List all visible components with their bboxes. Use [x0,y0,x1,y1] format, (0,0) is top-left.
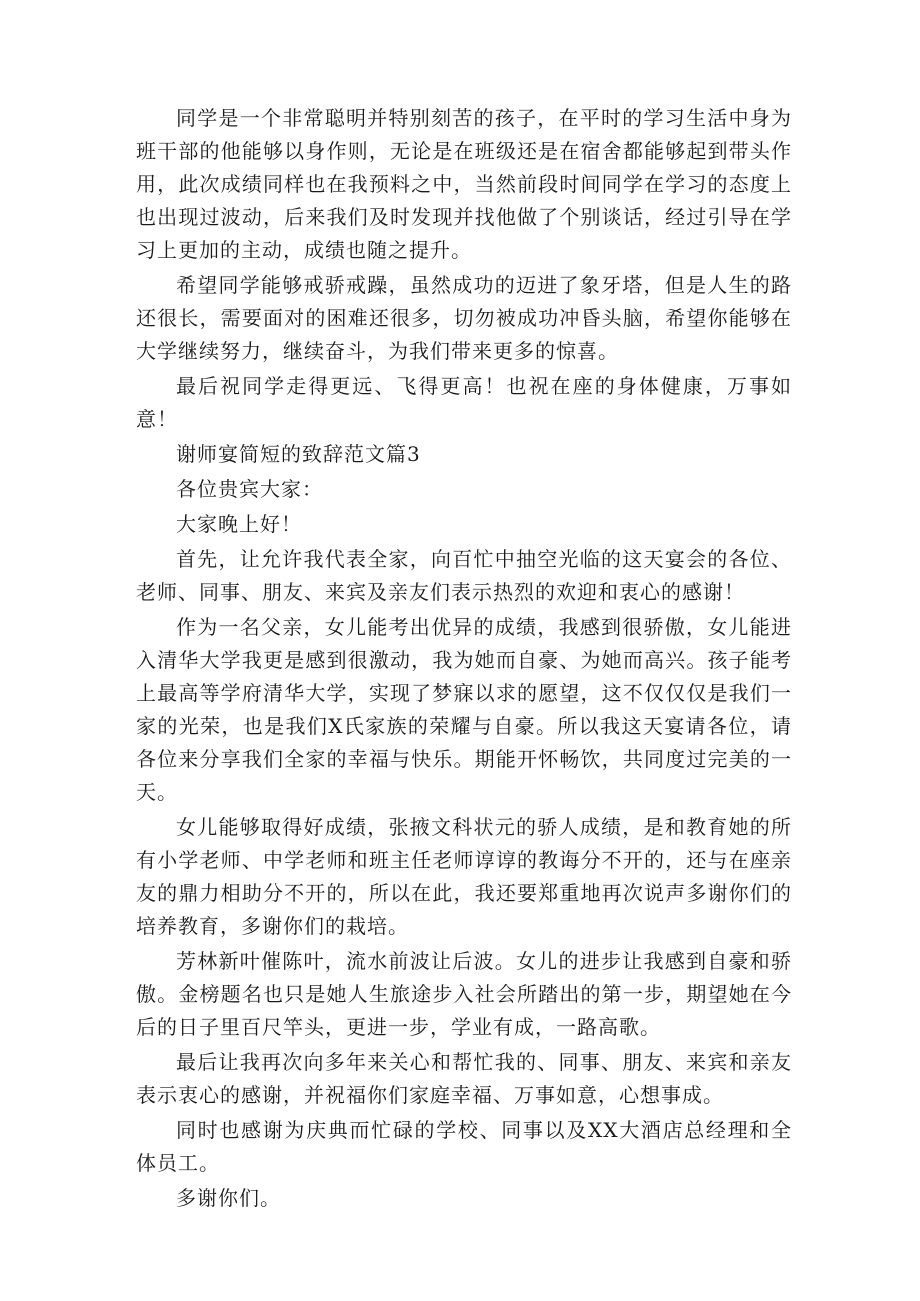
salutation: 各位贵宾大家： [176,477,323,501]
paragraph-student-praise: 同学是一个非常聪明并特别刻苦的孩子，在平时的学习生活中身为班干部的他能够以身作则，无论是在班级还是在宿舍都能够起到带头作用，此次成绩同样也在我预料之中，当然前段时间同学在学习的态度上也出现过波动，后来我们及时发现并找他做了个别谈话，经过引导在学习上更加的主动，成绩也随之提升。 [136,106,792,262]
paragraph-thanks-teachers: 女儿能够取得好成绩，张掖文科状元的骄人成绩，是和教育她的所有小学老师、中学老师和班主任老师谆谆的教诲分不开的，还与在座亲友的鼎力相助分不开的，所以在此，我还要郑重地再次说声多谢你们的培养教育，多谢你们的栽培。 [136,815,792,938]
paragraph-welcome: 首先，让允许我代表全家，向百忙中抽空光临的这天宴会的各位、老师、同事、朋友、来宾及亲友们表示热烈的欢迎和衷心的感谢！ [136,547,792,604]
paragraph-blessing: 最后祝同学走得更远、飞得更高！也祝在座的身体健康，万事如意！ [136,374,792,431]
paragraph-final-thanks: 最后让我再次向多年来关心和帮忙我的、同事、朋友、来宾和亲友表示衷心的感谢，并祝福你们家庭幸福、万事如意，心想事成。 [136,1050,792,1107]
paragraph-father-pride: 作为一名父亲，女儿能考出优异的成绩，我感到很骄傲，女儿能进入清华大学我更是感到很激动，我为她而自豪、为她而高兴。孩子能考上最高等学府清华大学，实现了梦寐以求的愿望，这不仅仅仅是我们一家的光荣，也是我们X氏家族的荣耀与自豪。所以我这天宴请各位，请各位来分享我们全家的幸福与快乐。期能开怀畅饮，共同度过完美的一天。 [136,615,792,804]
paragraph-hope: 希望同学能够戒骄戒躁，虽然成功的迈进了象牙塔，但是人生的路还很长，需要面对的困难还很多，切勿被成功冲昏头脑，希望你能够在大学继续努力，继续奋斗，为我们带来更多的惊喜。 [136,273,792,363]
document-body [136,102,792,1217]
paragraph-future: 芳林新叶催陈叶，流水前波让后波。女儿的进步让我感到自豪和骄傲。金榜题名也只是她人生旅途步入社会所踏出的第一步，期望她在今后的日子里百尺竿头，更进一步，学业有成，一路高歌。 [136,949,792,1039]
greeting: 大家晚上好！ [176,512,302,536]
paragraph-closing: 多谢你们。 [176,1186,281,1210]
paragraph-staff-thanks: 同时也感谢为庆典而忙碌的学校、同事以及XX大酒店总经理和全体员工。 [136,1118,792,1175]
section-heading: 谢师宴简短的致辞范文篇3 [176,442,421,466]
